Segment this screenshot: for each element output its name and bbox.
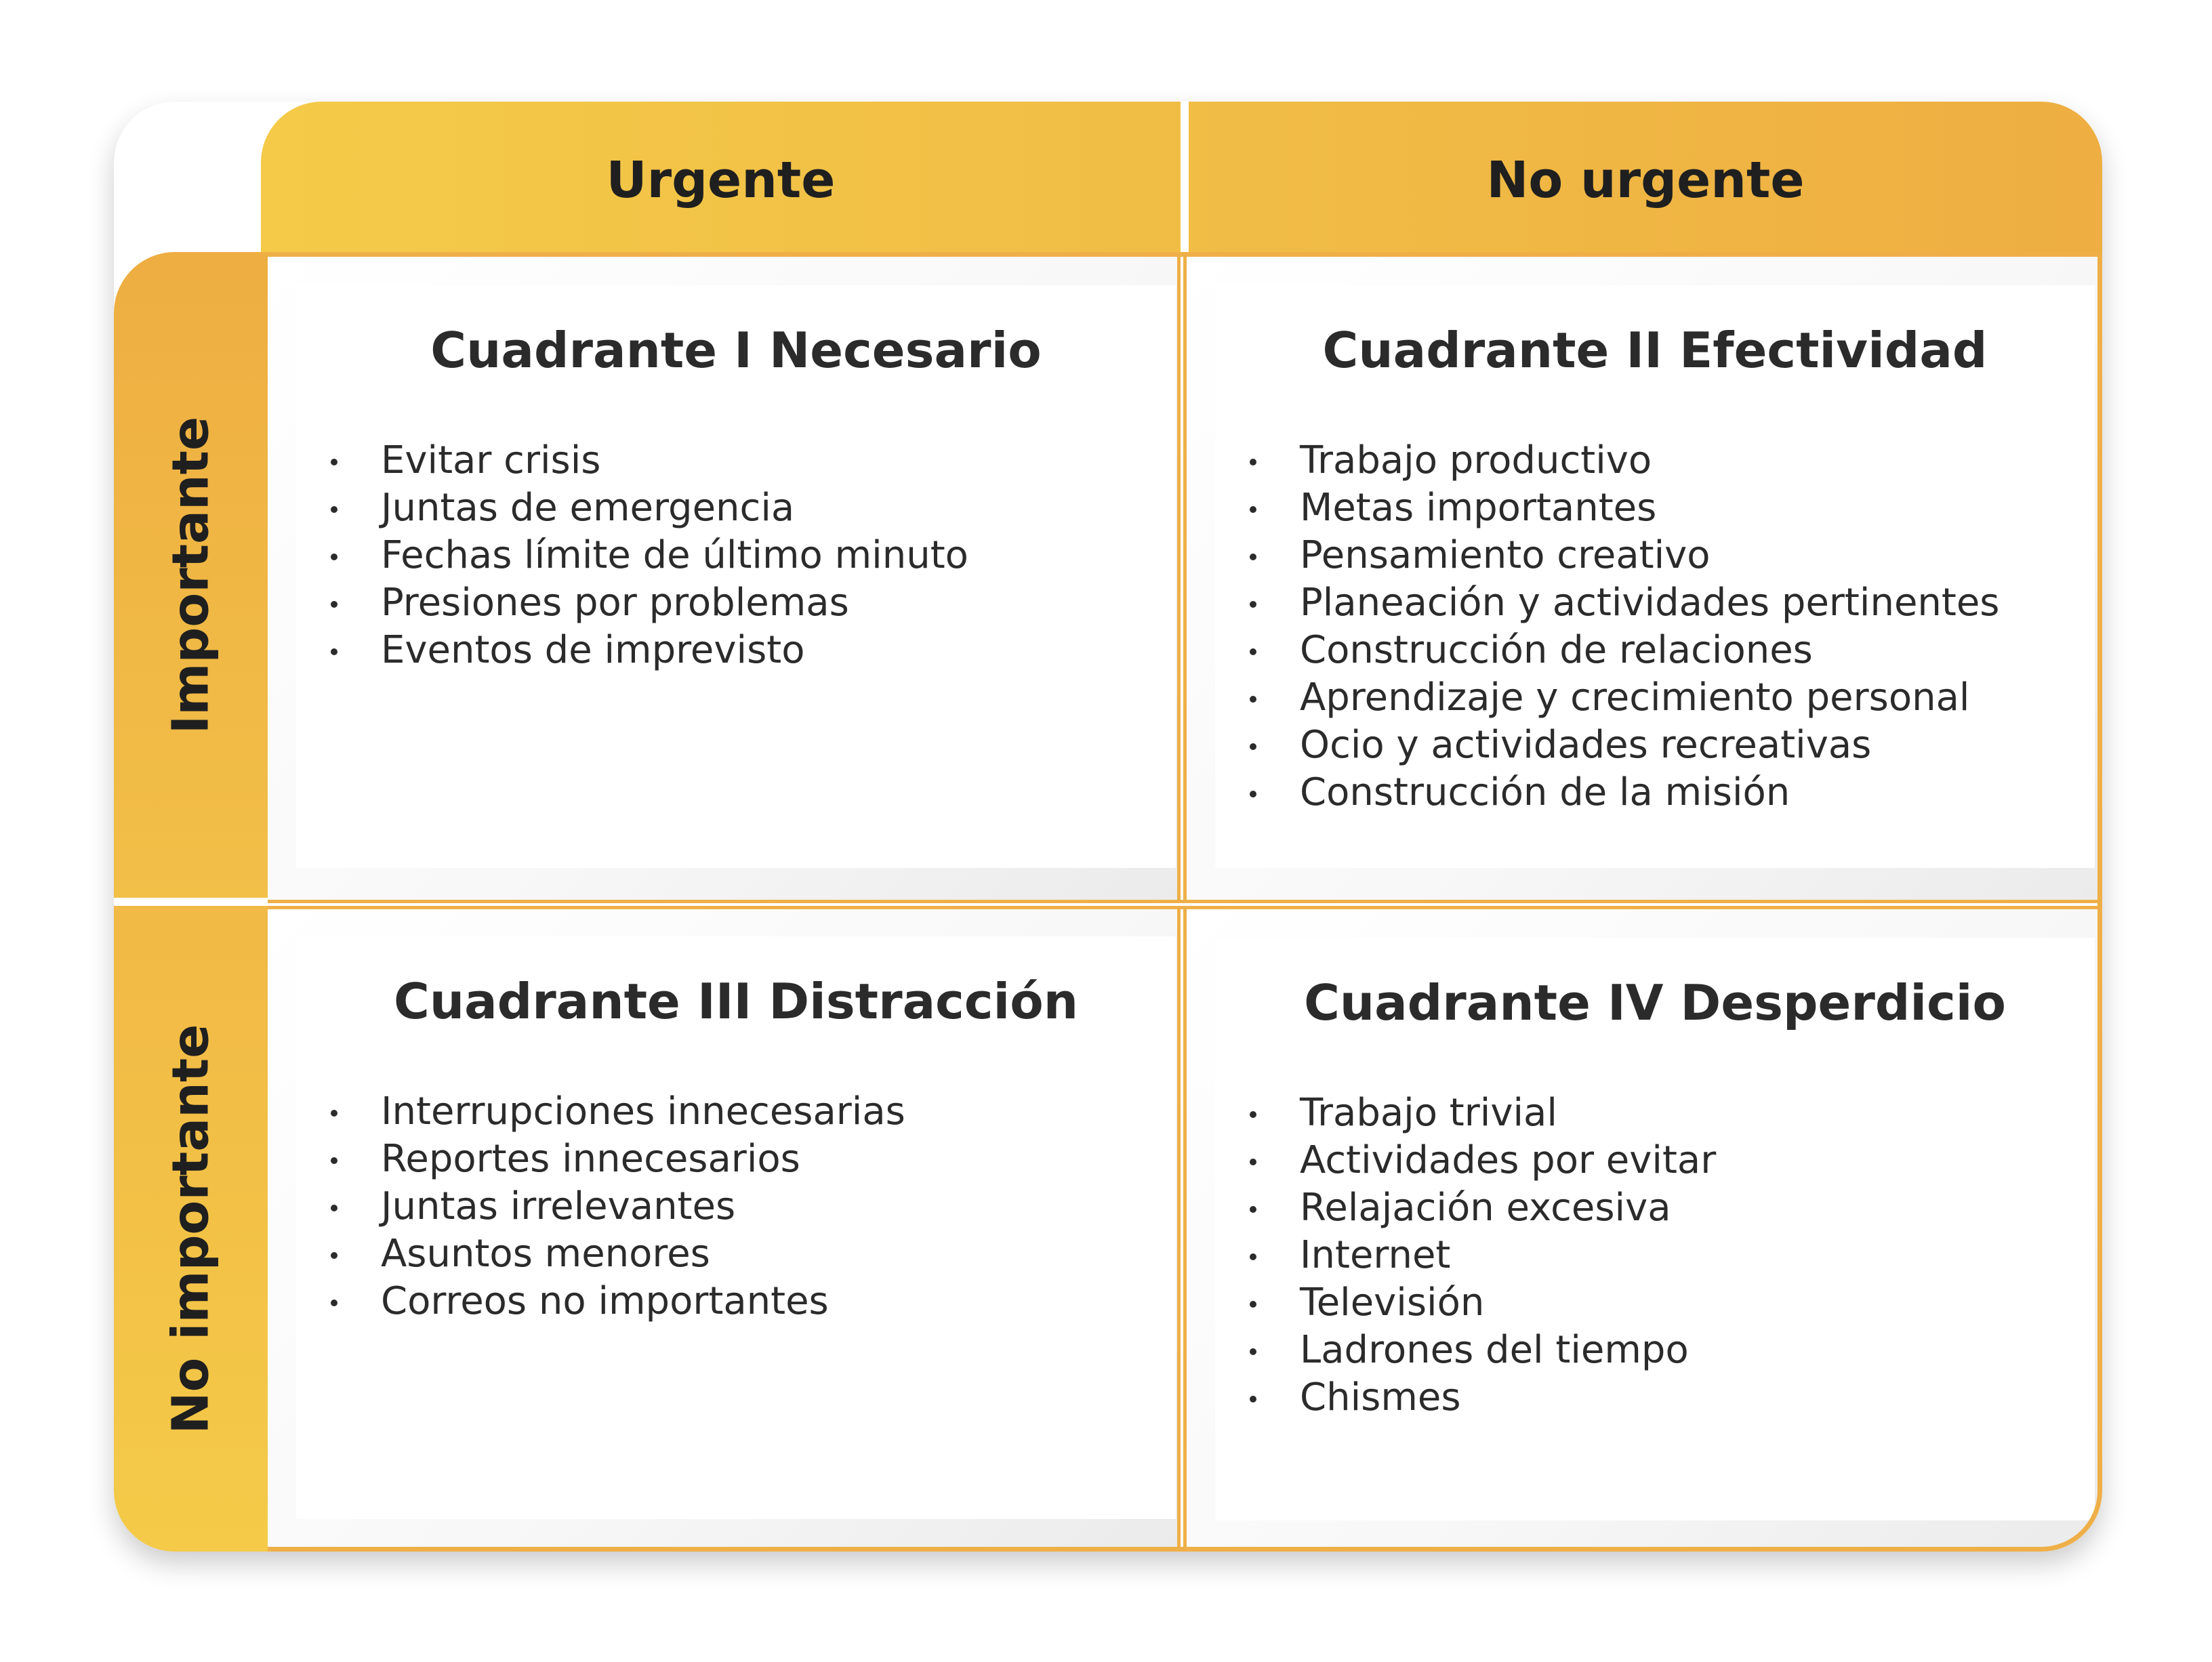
quadrant-4-title: Cuadrante IV Desperdicio — [1304, 974, 2006, 1031]
quadrant-1-title: Cuadrante I Necesario — [430, 322, 1042, 379]
quadrant-2-list — [1215, 437, 2095, 816]
list-item: Asuntos menores — [327, 1230, 1176, 1278]
list-item: Internet — [1246, 1232, 2095, 1279]
quadrant-4-list — [1215, 1089, 2095, 1421]
list-item: Reportes innecesarios — [327, 1136, 1176, 1183]
list-item: Presiones por problemas — [327, 579, 1176, 627]
list-item: Relajación excesiva — [1246, 1184, 2095, 1232]
list-item: Televisión — [1246, 1279, 2095, 1327]
list-item: Eventos de imprevisto — [327, 627, 1176, 674]
quadrant-4-card — [1215, 938, 2095, 1520]
quadrant-2 — [1187, 257, 2097, 900]
list-item: Fechas límite de último minuto — [327, 532, 1176, 579]
row-header-not-important-label: No importante — [161, 1024, 220, 1434]
list-item: Juntas de emergencia — [327, 484, 1176, 532]
quadrant-3-title: Cuadrante III Distracción — [394, 973, 1078, 1030]
column-header-not-urgent — [1189, 102, 2102, 259]
quadrant-3-list — [296, 1088, 1176, 1325]
row-header-important-label: Importante — [161, 416, 220, 734]
list-item: Metas importantes — [1246, 484, 2095, 532]
quadrant-2-title: Cuadrante II Efectividad — [1322, 322, 1988, 379]
quadrant-grid — [268, 252, 2102, 1552]
list-item: Evitar crisis — [327, 437, 1176, 484]
list-item: Actividades por evitar — [1246, 1137, 2095, 1184]
quadrant-3 — [268, 909, 1177, 1552]
list-item: Trabajo productivo — [1246, 437, 2095, 484]
quadrant-1-card — [296, 285, 1176, 868]
quadrant-3-card — [296, 936, 1176, 1519]
list-item: Chismes — [1246, 1374, 2095, 1421]
quadrant-1-list — [296, 437, 1176, 674]
list-item: Construcción de relaciones — [1246, 627, 2095, 674]
column-header-urgent-label: Urgente — [606, 151, 836, 209]
row-header-not-important — [114, 906, 268, 1552]
quadrant-1 — [268, 257, 1177, 900]
list-item: Ladrones del tiempo — [1246, 1327, 2095, 1374]
column-header-urgent — [261, 102, 1181, 259]
list-item: Interrupciones innecesarias — [327, 1088, 1176, 1136]
list-item: Juntas irrelevantes — [327, 1183, 1176, 1230]
list-item: Construcción de la misión — [1246, 769, 2095, 816]
list-item: Aprendizaje y crecimiento personal — [1246, 674, 2095, 722]
quadrant-4 — [1187, 909, 2097, 1552]
list-item: Pensamiento creativo — [1246, 532, 2095, 579]
list-item: Planeación y actividades pertinentes — [1246, 579, 2095, 627]
row-header-important — [114, 252, 268, 898]
horizontal-divider — [268, 900, 2097, 909]
list-item: Correos no importantes — [327, 1278, 1176, 1325]
column-header-not-urgent-label: No urgente — [1486, 151, 1805, 209]
list-item: Ocio y actividades recreativas — [1246, 722, 2095, 769]
quadrant-2-card — [1215, 285, 2095, 868]
list-item: Trabajo trivial — [1246, 1089, 2095, 1137]
